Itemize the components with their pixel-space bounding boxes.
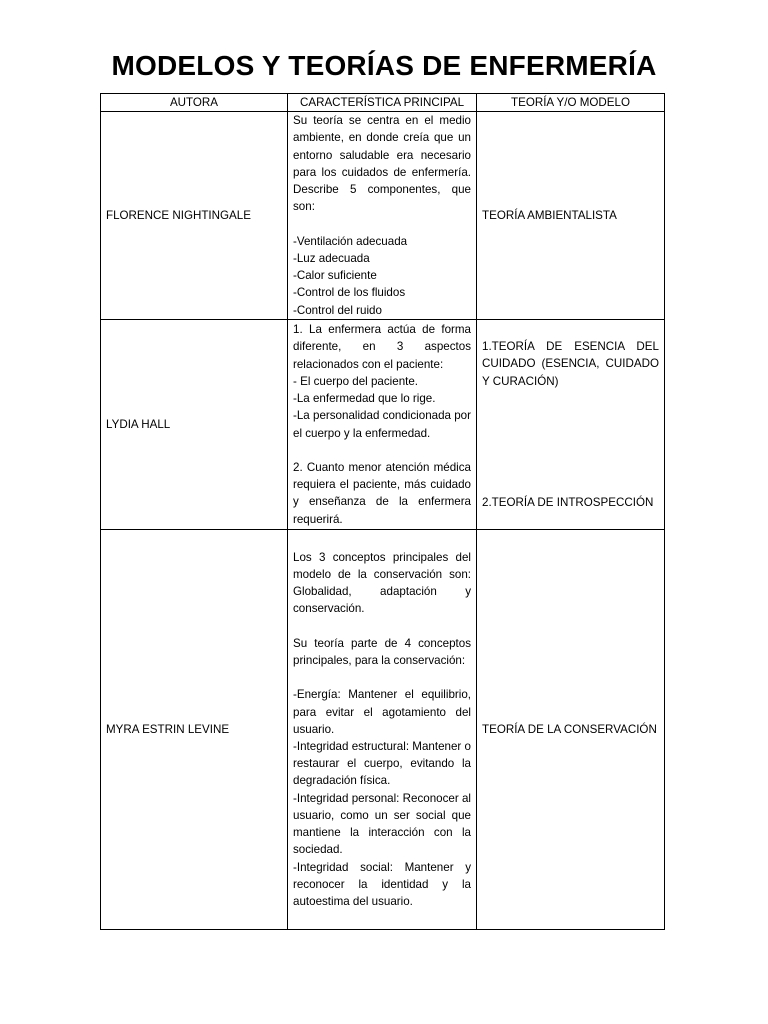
paragraph-spacer bbox=[293, 216, 471, 233]
description-part-2: 2. Cuanto menor atención médica requiera el paciente, más cuidado y enseñanza de la enfermera requerirá. bbox=[293, 460, 471, 526]
description-cell bbox=[288, 112, 477, 320]
author-cell: MYRA ESTRIN LEVINE bbox=[101, 530, 288, 930]
theory-item-1: 1.TEORÍA DE ESENCIA DEL CUIDADO (ESENCIA, CUIDADO Y CURACIÓN) bbox=[482, 340, 659, 388]
list-item: -La personalidad condicionada por el cuerpo y la enfermedad. bbox=[293, 409, 471, 440]
theory-cell: TEORÍA AMBIENTALISTA bbox=[477, 112, 665, 320]
table-row bbox=[101, 320, 665, 530]
theory-item-2: 2.TEORÍA DE INTROSPECCIÓN bbox=[482, 495, 654, 509]
description-paragraph-2: Su teoría parte de 4 conceptos principales, para la conservación: bbox=[293, 636, 471, 668]
list-item: -Ventilación adecuada bbox=[293, 234, 408, 248]
theory-cell bbox=[477, 320, 665, 530]
description-paragraph-1: Los 3 conceptos principales del modelo de la conservación son: Globalidad, adaptación y conservación. bbox=[293, 550, 471, 616]
list-item: -Control del ruido bbox=[293, 303, 382, 317]
header-author: AUTORA bbox=[101, 94, 288, 112]
list-item: -Integridad social: Mantener y reconocer la identidad y la autoestima del usuario. bbox=[293, 860, 471, 908]
paragraph-spacer bbox=[293, 618, 471, 635]
theories-table bbox=[100, 93, 665, 930]
list-item: -Luz adecuada bbox=[293, 251, 370, 265]
paragraph-spacer bbox=[293, 442, 471, 459]
list-item: -Control de los fluidos bbox=[293, 286, 406, 300]
table-row bbox=[101, 530, 665, 930]
description-intro: Su teoría se centra en el medio ambiente, en donde creía que un entorno saludable era necesario para los cuidados de enfermería. Describe 5 componentes, que son: bbox=[293, 114, 471, 214]
table-header-row bbox=[101, 94, 665, 112]
page-title: MODELOS Y TEORÍAS DE ENFERMERÍA bbox=[111, 50, 657, 81]
table-row bbox=[101, 112, 665, 320]
list-item: -Calor suficiente bbox=[293, 269, 377, 283]
author-cell: FLORENCE NIGHTINGALE bbox=[101, 112, 288, 320]
list-item: -Integridad estructural: Mantener o restaurar el cuerpo, evitando la degradación física. bbox=[293, 740, 471, 788]
description-cell bbox=[288, 320, 477, 530]
description-part-1: 1. La enfermera actúa de forma diferente, en 3 aspectos relacionados con el paciente: bbox=[293, 323, 471, 371]
paragraph-spacer bbox=[293, 669, 471, 686]
header-main-characteristic: CARACTERÍSTICA PRINCIPAL bbox=[288, 94, 477, 112]
header-theory-model: TEORÍA Y/O MODELO bbox=[477, 94, 665, 112]
list-item: -La enfermedad que lo rige. bbox=[293, 392, 436, 406]
list-item: - El cuerpo del paciente. bbox=[293, 374, 419, 388]
theory-cell: TEORÍA DE LA CONSERVACIÓN bbox=[477, 530, 665, 930]
list-item: -Energía: Mantener el equilibrio, para evitar el agotamiento del usuario. bbox=[293, 688, 471, 736]
list-item: -Integridad personal: Reconocer al usuario, como un ser social que mantiene la interacción con la sociedad. bbox=[293, 791, 471, 857]
description-cell bbox=[288, 530, 477, 930]
author-cell: LYDIA HALL bbox=[101, 320, 288, 530]
